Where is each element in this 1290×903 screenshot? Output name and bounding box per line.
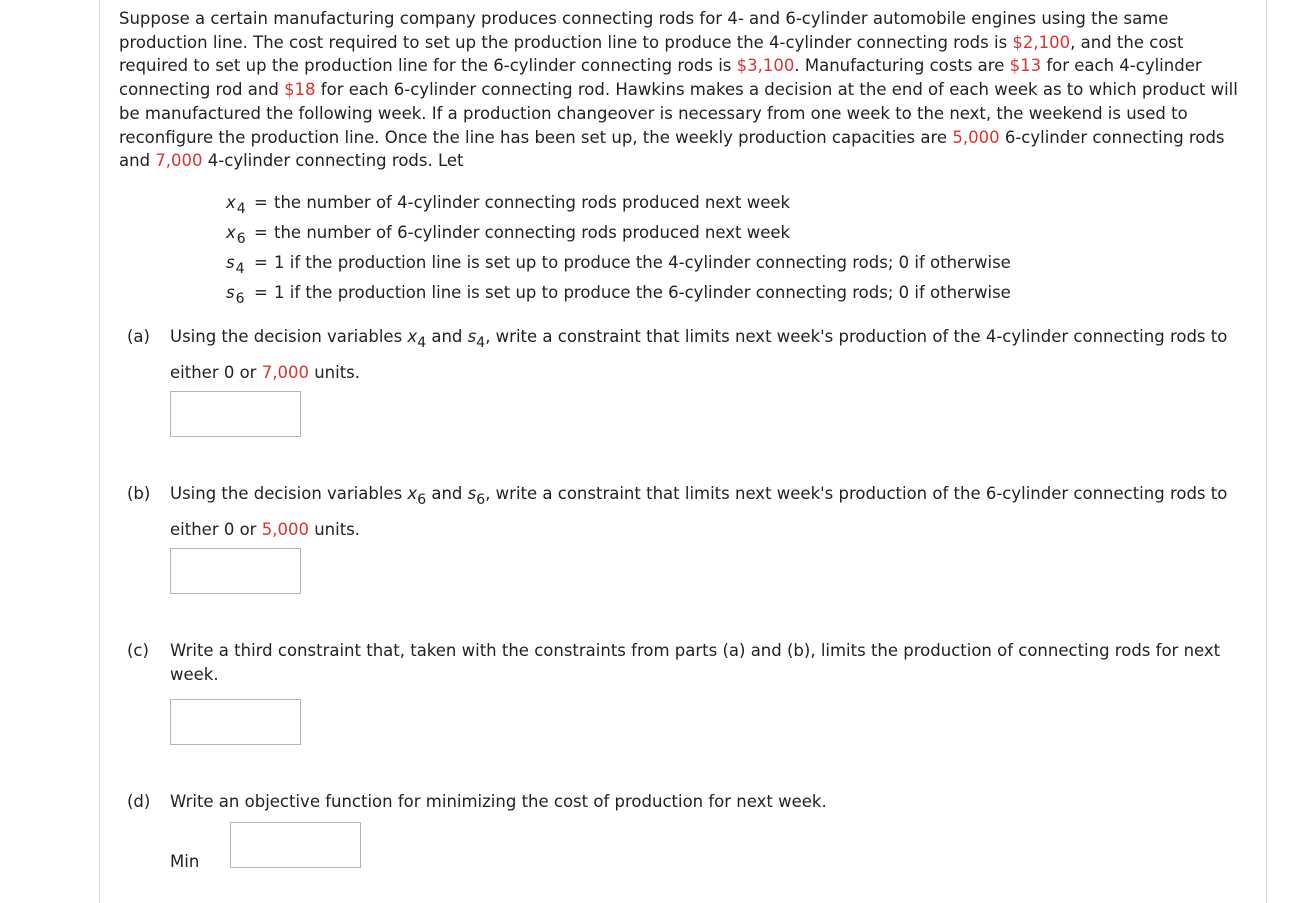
definition-x4: $x_4$ = the number of 4-cylinder connecting rods produced next week (226, 193, 791, 217)
definition-s6: $s_6 = 1$ if the production line is set up to produce the 6-cylinder connecting rods; 0 if otherwise (226, 283, 1011, 307)
part-c-question: (c) Write a third constraint that, taken with the constraints from parts (a) and (b), limits the production of connecting rods for next week. (127, 641, 1221, 684)
definition-x6: $x_6$ = the number of 6-cylinder connecting rods produced next week (226, 223, 791, 247)
part-b-question: (b) Using the decision variables $x_6$ and $s_6$, write a constraint that limits next week's production of the 6-cylinder connecting rods to either 0 or 5,000 units. (127, 484, 1228, 539)
capacity-4: 7,000 (155, 151, 203, 171)
capacity-6: 5,000 (952, 127, 1000, 147)
part-d-question: (d) Write an objective function for minimizing the cost of production for next week. (127, 792, 827, 811)
problem-statement: Suppose a certain manufacturing company produces connecting rods for 4- and 6-cylinder automobile engines using the same production line. The cost required to set up the production line to produce the 4-cylinder connecting rods is $2,100, and the cost required to set up the production line for the 6-cylinder connecting rods is $3,100. Manufacturing costs are $13 for each 4-cylinder connecting rod and $18 for each 6-cylinder connecting rod. Hawkins makes a decision at the end of each week as to which product will be manufactured the following week. If a production changeover is necessary from one week to the next, the weekend is used to reconfigure the production line. Once the line has been set up, the weekly production capacities are 5,000 6-cylinder connecting rods and 7,000 4-cylinder connecting rods. Let (119, 9, 1238, 171)
part-a-answer-input[interactable] (170, 391, 301, 437)
definition-s4: $s_4 = 1$ if the production line is set up to produce the 4-cylinder connecting rods; 0 if otherwise (226, 253, 1011, 277)
unit-cost-6: $18 (284, 80, 316, 100)
setup-cost-6: $3,100 (736, 56, 795, 76)
variable-definitions (226, 188, 1011, 308)
part-a-question: (a) Using the decision variables $x_4$ and $s_4$, write a constraint that limits next week's production of the 4-cylinder connecting rods to either 0 or 7,000 units. (127, 327, 1228, 382)
unit-cost-4: $13 (1009, 56, 1042, 76)
part-c-answer-input[interactable] (170, 699, 301, 745)
setup-cost-4: $2,100 (1012, 32, 1071, 52)
part-d-objective-input[interactable] (230, 822, 361, 868)
min-label: Min (170, 852, 200, 871)
part-b-answer-input[interactable] (170, 548, 301, 594)
